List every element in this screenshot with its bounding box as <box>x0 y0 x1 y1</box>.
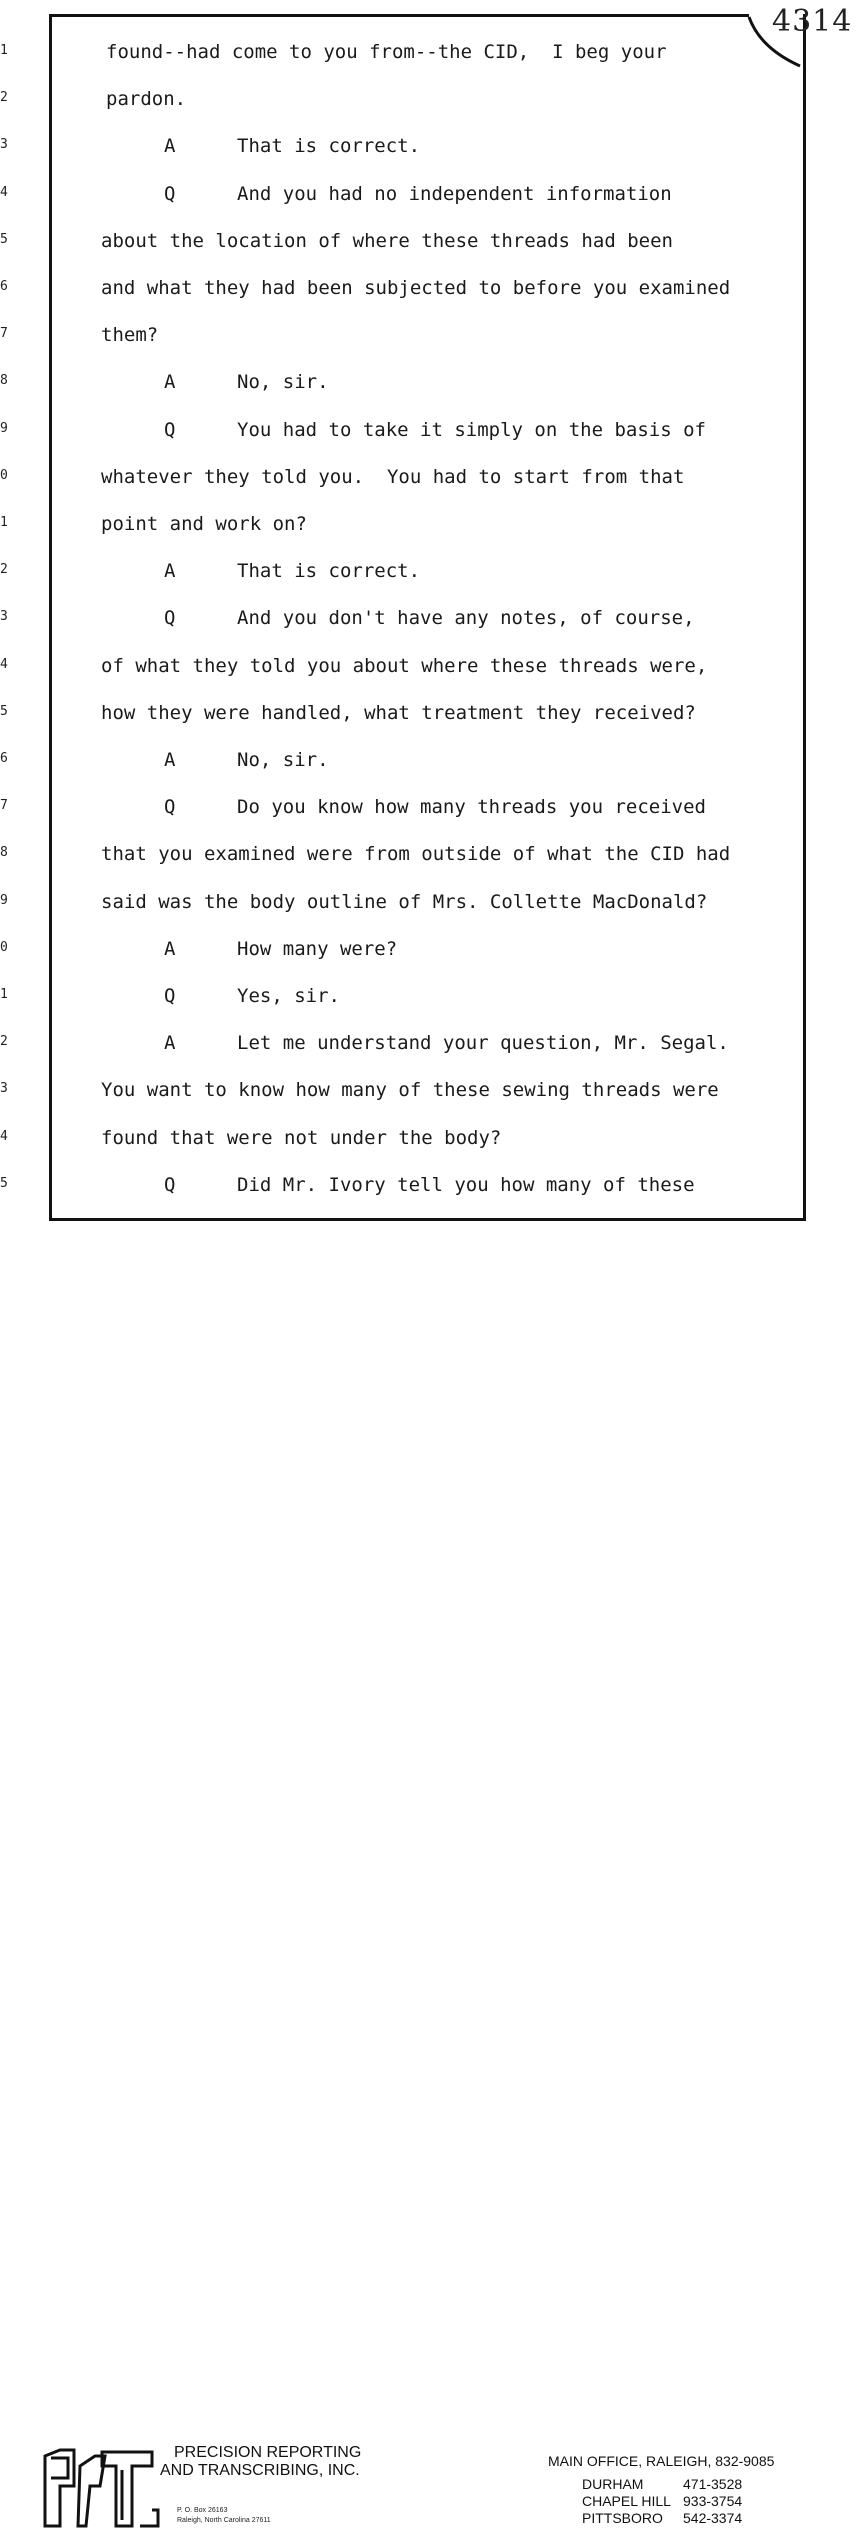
line-number: 0 <box>0 468 8 483</box>
company-name-line1: PRECISION REPORTING <box>174 2444 362 2461</box>
page-number: 4314 <box>772 4 853 39</box>
line-text: No, sir. <box>237 371 329 393</box>
line-text: And you don't have any notes, of course, <box>237 607 695 629</box>
line-number: 2 <box>0 562 8 577</box>
speaker-label: A <box>164 938 176 960</box>
speaker-label: A <box>164 560 176 582</box>
line-number: 1 <box>0 515 8 530</box>
office-city: DURHAM <box>582 2476 644 2492</box>
line-number: 8 <box>0 373 8 388</box>
line-number: 5 <box>0 1176 8 1191</box>
office-city: PITTSBORO <box>582 2510 663 2526</box>
line-text: pardon. <box>106 88 187 110</box>
speaker-label: Q <box>164 796 176 818</box>
line-number: 3 <box>0 1081 8 1096</box>
line-text: You want to know how many of these sewing threads were <box>101 1079 719 1101</box>
footer <box>0 1222 860 2526</box>
line-text: how they were handled, what treatment they received? <box>101 702 696 724</box>
line-number: 8 <box>0 845 8 860</box>
line-text: them? <box>101 324 159 346</box>
speaker-label: A <box>164 749 176 771</box>
speaker-label: A <box>164 1032 176 1054</box>
line-text: How many were? <box>237 938 398 960</box>
speaker-label: Q <box>164 183 176 205</box>
office-city: CHAPEL HILL <box>582 2493 671 2509</box>
company-name-line2: AND TRANSCRIBING, INC. <box>160 2462 360 2479</box>
line-number: 1 <box>0 43 8 58</box>
line-text: and what they had been subjected to before you examined <box>101 277 731 299</box>
line-number: 1 <box>0 987 8 1002</box>
main-office: MAIN OFFICE, RALEIGH, 832-9085 <box>548 2453 775 2469</box>
line-text: found--had come to you from--the CID, I beg your <box>106 41 667 63</box>
speaker-label: Q <box>164 1174 176 1196</box>
line-text: Did Mr. Ivory tell you how many of these <box>237 1174 695 1196</box>
speaker-label: Q <box>164 985 176 1007</box>
line-text: found that were not under the body? <box>101 1127 502 1149</box>
line-number: 4 <box>0 1129 8 1144</box>
line-text: No, sir. <box>237 749 329 771</box>
line-text: Do you know how many threads you received <box>237 796 706 818</box>
office-phone: 933-3754 <box>683 2493 743 2509</box>
line-number: 9 <box>0 421 8 436</box>
line-text: Let me understand your question, Mr. Segal. <box>237 1032 729 1054</box>
line-number: 9 <box>0 893 8 908</box>
line-number: 7 <box>0 798 8 813</box>
line-text: whatever they told you. You had to start from that <box>101 466 685 488</box>
office-phone: 542-3374 <box>683 2510 743 2526</box>
line-text: that you examined were from outside of what the CID had <box>101 843 731 865</box>
line-number: 4 <box>0 185 8 200</box>
line-text: about the location of where these threads had been <box>101 230 673 252</box>
line-number: 2 <box>0 1034 8 1049</box>
line-text: That is correct. <box>237 135 421 157</box>
line-text: Yes, sir. <box>237 985 340 1007</box>
line-number: 3 <box>0 137 8 152</box>
address-line1: P. O. Box 26163 <box>177 2507 228 2514</box>
line-text: said was the body outline of Mrs. Collette MacDonald? <box>101 891 708 913</box>
line-number: 3 <box>0 609 8 624</box>
speaker-label: A <box>164 371 176 393</box>
line-number: 5 <box>0 704 8 719</box>
speaker-label: Q <box>164 607 176 629</box>
line-number: 7 <box>0 326 8 341</box>
speaker-label: A <box>164 135 176 157</box>
speaker-label: Q <box>164 419 176 441</box>
line-text: You had to take it simply on the basis of <box>237 419 706 441</box>
line-text: That is correct. <box>237 560 421 582</box>
company-logo <box>40 2446 160 2530</box>
line-number: 6 <box>0 751 8 766</box>
line-number: 5 <box>0 232 8 247</box>
line-number: 0 <box>0 940 8 955</box>
line-text: point and work on? <box>101 513 307 535</box>
line-text: And you had no independent information <box>237 183 672 205</box>
line-number: 4 <box>0 657 8 672</box>
line-number: 2 <box>0 90 8 105</box>
address-line2: Raleigh, North Carolina 27611 <box>177 2517 271 2524</box>
office-phone: 471-3528 <box>683 2476 743 2492</box>
line-text: of what they told you about where these threads were, <box>101 655 708 677</box>
line-number: 6 <box>0 279 8 294</box>
